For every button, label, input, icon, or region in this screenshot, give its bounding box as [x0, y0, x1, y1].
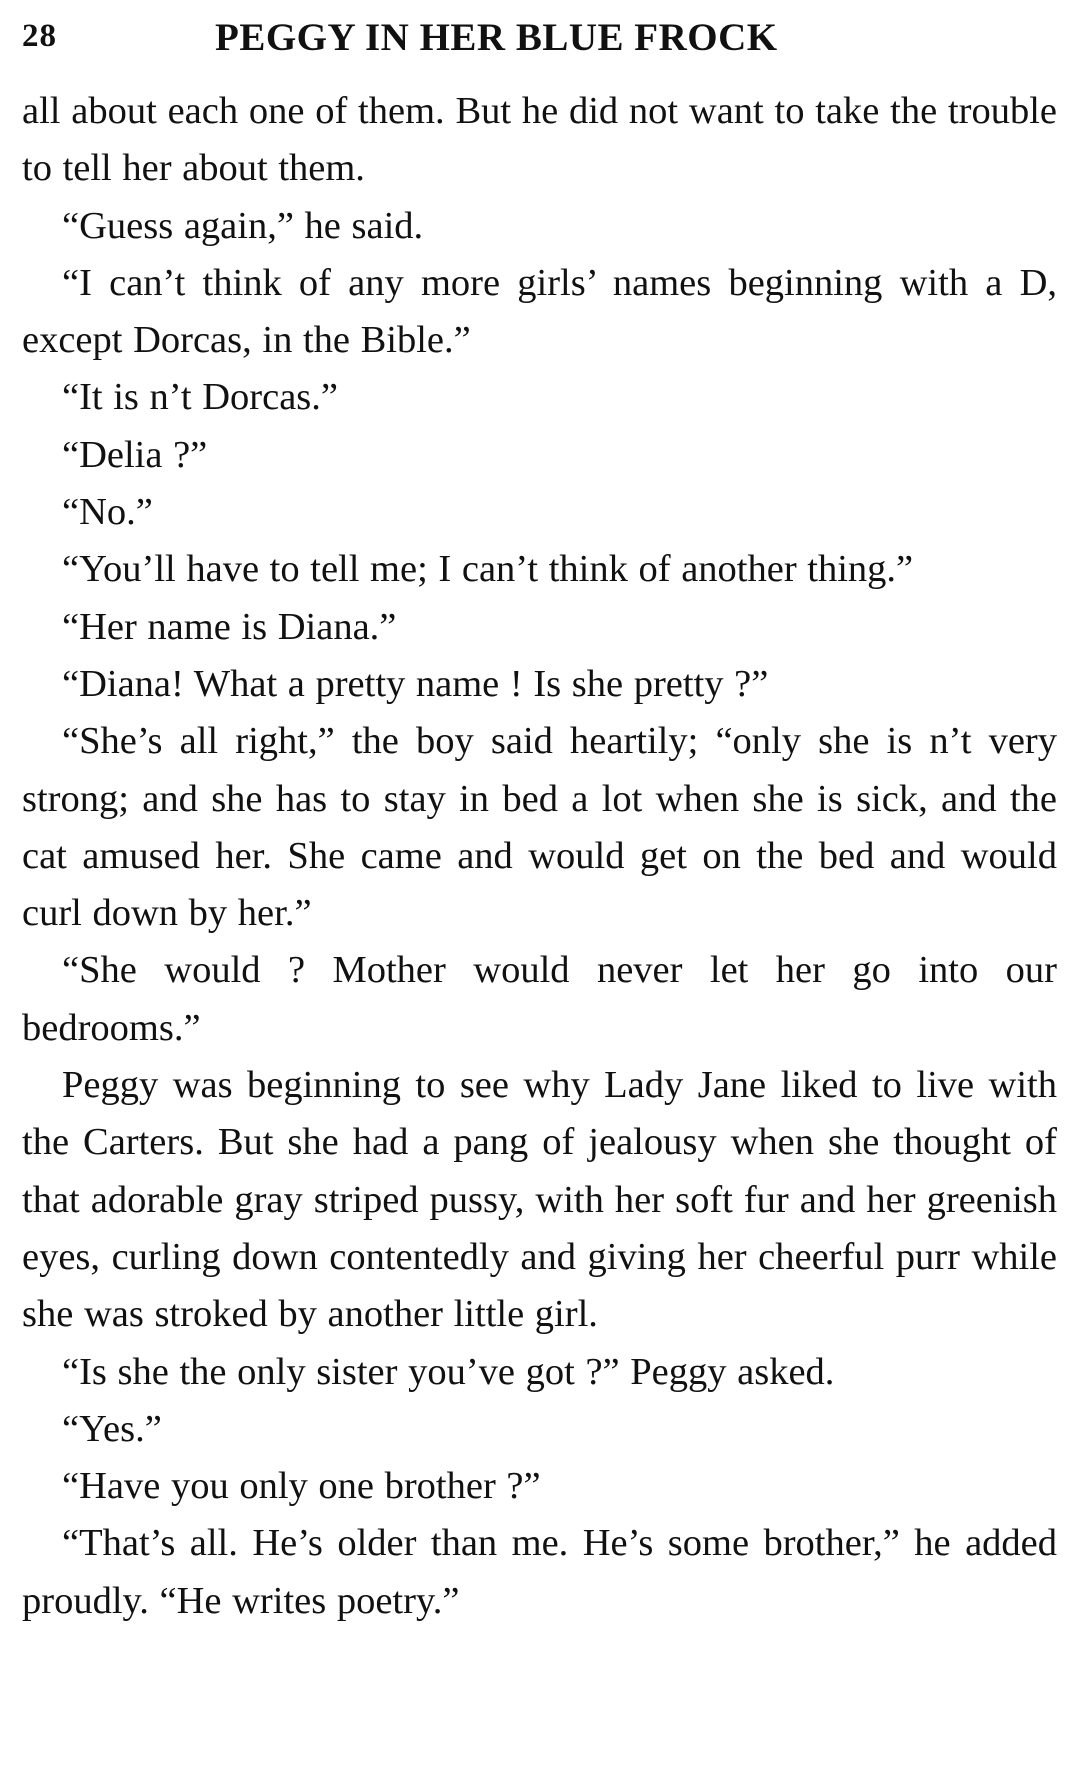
paragraph: “She’s all right,” the boy said heartily; “only she is n’t very strong; and she has to stay in bed a lot when she is sick, and the cat amused her. She came and would get on the bed and would curl down by her.”: [22, 720, 1057, 935]
paragraph: “Guess again,” he said.: [62, 204, 424, 247]
paragraph: “Is she the only sister you’ve got ?” Peggy asked.: [62, 1350, 835, 1393]
running-title: PEGGY IN HER BLUE FROCK: [215, 16, 778, 59]
paragraph: “Yes.”: [62, 1407, 162, 1450]
paragraph: “I can’t think of any more girls’ names beginning with a D, except Dorcas, in the Bible.”: [22, 261, 1057, 362]
paragraph: “It is n’t Dorcas.”: [62, 376, 338, 419]
paragraph: “Her name is Diana.”: [62, 605, 397, 648]
paragraph: “Diana! What a pretty name ! Is she pretty ?”: [62, 662, 769, 705]
paragraph: all about each one of them. But he did not want to take the trouble to tell her about them.: [22, 90, 1057, 190]
paragraph: “She would ? Mother would never let her go into our bedrooms.”: [22, 949, 1057, 1049]
paragraph: “You’ll have to tell me; I can’t think of another thing.”: [62, 548, 914, 591]
paragraph: “Have you only one brother ?”: [62, 1465, 541, 1508]
paragraph: “That’s all. He’s older than me. He’s some brother,” he added proudly. “He writes poetry.”: [22, 1522, 1057, 1622]
body-text: [22, 83, 1057, 1630]
paragraph: “No.”: [62, 491, 153, 534]
page-header: [22, 10, 1057, 68]
book-page: [22, 10, 1057, 1622]
paragraph: Peggy was beginning to see why Lady Jane liked to live with the Carters. But she had a pang of jealousy when she thought of that adorable gray striped pussy, with her soft fur and her greenish eyes, curling down contentedly and giving her cheerful purr while she was stroked by another little girl.: [22, 1064, 1057, 1336]
page-number: 28: [22, 18, 57, 54]
paragraph: “Delia ?”: [62, 433, 208, 476]
